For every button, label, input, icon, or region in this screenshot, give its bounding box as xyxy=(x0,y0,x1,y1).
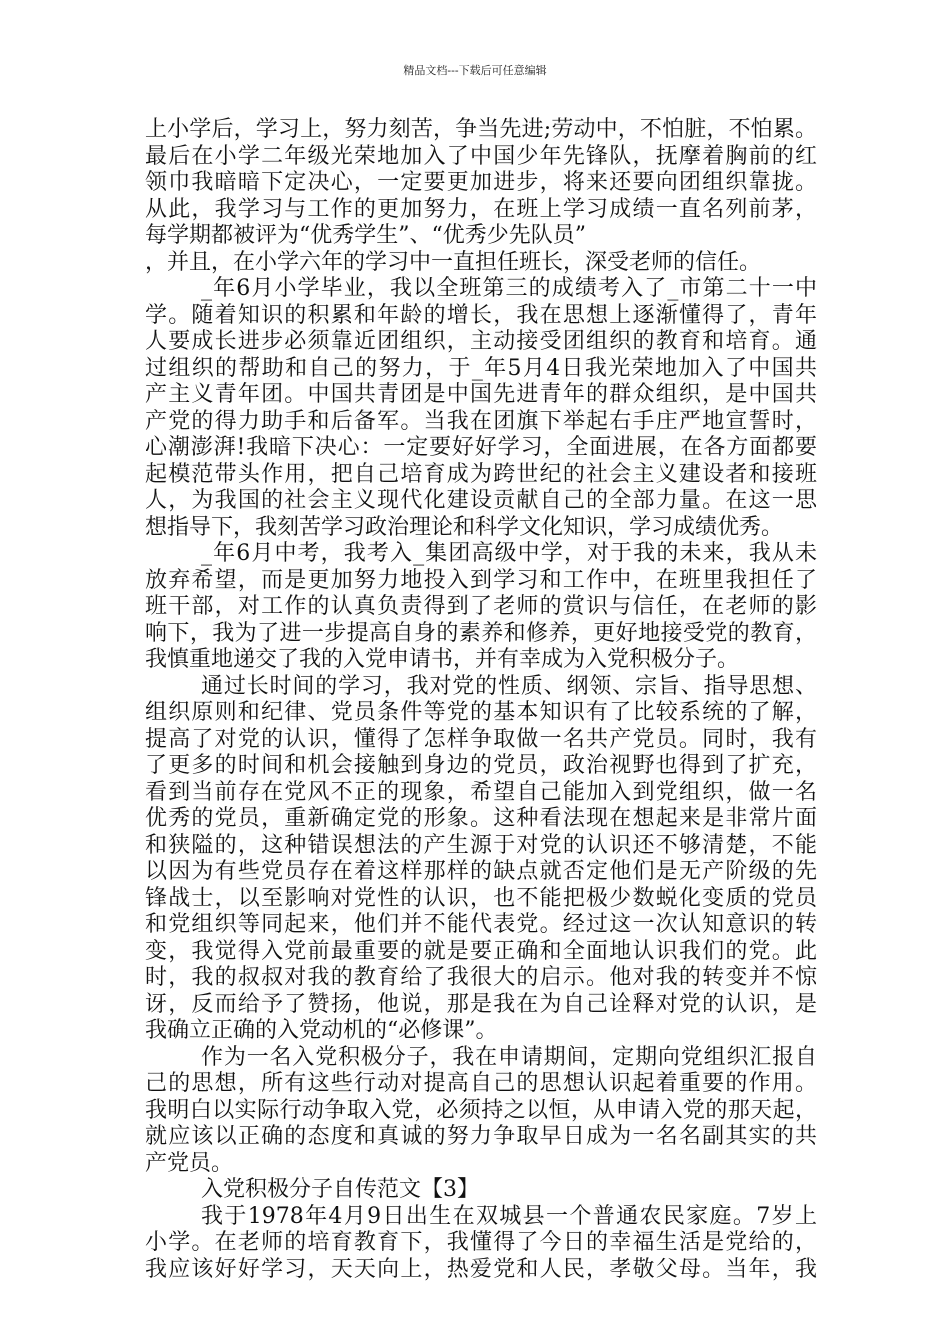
text-line: 了更多的时间和机会接触到身边的党员，政治视野也得到了扩充， xyxy=(145,753,817,778)
text-line: 想指导下，我刻苦学习政治理论和科学文化知识，学习成绩优秀。 xyxy=(145,514,784,540)
text-line: 组织原则和纪律、党员条件等党的基本知识有了比较系统的了解， xyxy=(145,700,817,725)
text-line: 产党的得力助手和后备军。当我在团旗下举起右手庄严地宣誓时， xyxy=(145,408,817,434)
text-line: 我应该好好学习，天天向上，热爱党和人民，孝敬父母。当年，我 xyxy=(145,1256,817,1282)
text-line: 看到当前存在党风不正的现象，希望自己能加入到党组织，做一名 xyxy=(145,779,817,805)
document-body xyxy=(145,117,817,1283)
text-line: 作为一名入党积极分子，我在申请期间，定期向党组织汇报自 xyxy=(201,1044,817,1070)
text-line: 人，为我国的社会主义现代化建设贡献自己的全部力量。在这一思 xyxy=(145,488,817,513)
text-line: 每学期都被评为“优秀学生”、“优秀少先队员” xyxy=(145,223,586,248)
text-line: 产党员。 xyxy=(145,1150,234,1176)
text-line: 和狭隘的，这种错误想法的产生源于对党的认识还不够清楚，不能 xyxy=(145,832,817,858)
text-line: ，并且，在小学六年的学习中一直担任班长，深受老师的信任。 xyxy=(145,249,762,275)
text-line: 以因为有些党员存在着这样那样的缺点就否定他们是无产阶级的先 xyxy=(145,859,817,884)
text-line: 己的思想，所有这些行动对提高自己的思想认识起着重要的作用。 xyxy=(145,1071,817,1096)
text-line: 我慎重地递交了我的入党申请书，并有幸成为入党积极分子。 xyxy=(145,647,740,672)
text-line: 优秀的党员，重新确定党的形象。这种看法现在想起来是非常片面 xyxy=(145,806,817,831)
text-line: 我明白以实际行动争取入党，必须持之以恒，从申请入党的那天起， xyxy=(145,1097,817,1123)
text-line: 入党积极分子自传范文【3】 xyxy=(201,1177,479,1202)
text-line: 起模范带头作用，把自己培育成为跨世纪的社会主义建设者和接班 xyxy=(145,461,817,487)
text-line: 就应该以正确的态度和真诚的努力争取早日成为一名名副其实的共 xyxy=(145,1124,817,1149)
text-line: 提高了对党的认识，懂得了怎样争取做一名共产党员。同时，我有 xyxy=(145,726,817,752)
text-line: 小学。在老师的培育教育下，我懂得了今日的幸福生活是党给的， xyxy=(145,1230,817,1255)
text-line: _年6月中考，我考入_集团高级中学，对于我的未来，我从未 xyxy=(201,541,817,566)
text-line: 领巾我暗暗下定决心，一定要更加进步，将来还要向团组织靠拢。 xyxy=(145,170,817,195)
text-line: 人要成长进步必须靠近团组织，主动接受团组织的教育和培育。通 xyxy=(145,329,817,354)
text-line: 最后在小学二年级光荣地加入了中国少年先锋队，抚摩着胸前的红 xyxy=(145,143,817,169)
text-line: 过组织的帮助和自己的努力，于_年5月4日我光荣地加入了中国共 xyxy=(145,355,817,381)
text-line: 变，我觉得入党前最重要的就是要正确和全面地认识我们的党。此 xyxy=(145,938,817,964)
text-line: 学。随着知识的积累和年龄的增长，我在思想上逐渐懂得了，青年 xyxy=(145,302,817,328)
page-header: 精品文档---下载后可任意编辑 xyxy=(403,64,547,77)
text-line: 讶，反而给予了赞扬，他说，那是我在为自己诠释对党的认识，是 xyxy=(145,991,817,1017)
text-line: 从此，我学习与工作的更加努力，在班上学习成绩一直名列前茅， xyxy=(145,196,817,222)
text-line: 我于1978年4月9日出生在双城县一个普通农民家庭。7岁上 xyxy=(201,1203,817,1229)
text-line: 产主义青年团。中国共青团是中国先进青年的群众组织，是中国共 xyxy=(145,382,817,407)
text-line: 上小学后，学习上，努力刻苦，争当先进;劳动中，不怕脏，不怕累。 xyxy=(145,117,817,142)
text-line: 放弃希望，而是更加努力地投入到学习和工作中，在班里我担任了 xyxy=(145,567,817,593)
text-line: 和党组织等同起来，他们并不能代表党。经过这一次认知意识的转 xyxy=(145,912,817,937)
text-line: 我确立正确的入党动机的“必修课”。 xyxy=(145,1018,498,1043)
text-line: 心潮澎湃!我暗下决心：一定要好好学习，全面进展，在各方面都要 xyxy=(145,435,817,460)
text-line: 时，我的叔叔对我的教育给了我很大的启示。他对我的转变并不惊 xyxy=(145,965,817,990)
text-line: _年6月小学毕业，我以全班第三的成绩考入了_市第二十一中 xyxy=(201,276,817,301)
text-line: 通过长时间的学习，我对党的性质、纲领、宗旨、指导思想、 xyxy=(201,673,817,699)
text-line: 班干部，对工作的认真负责得到了老师的赏识与信任，在老师的影 xyxy=(145,594,817,619)
text-line: 响下，我为了进一步提高自身的素养和修养，更好地接受党的教育， xyxy=(145,620,817,646)
text-line: 锋战士，以至影响对党性的认识，也不能把极少数蜕化变质的党员 xyxy=(145,885,817,911)
